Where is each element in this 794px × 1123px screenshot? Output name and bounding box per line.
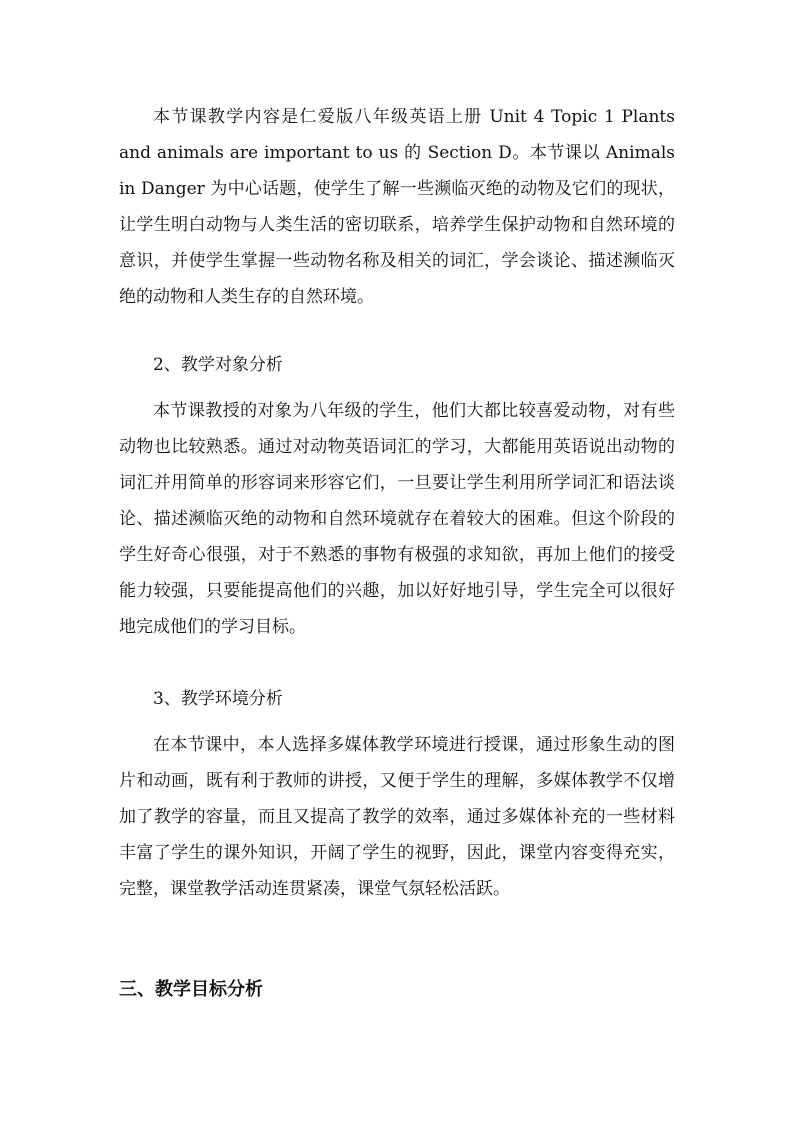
students-paragraph: 本节课教授的对象为八年级的学生，他们大都比较喜爱动物，对有些动物也比较熟悉。通过对动物英语词汇的学习，大都能用英语说出动物的词汇并用简单的形容词来形容它们，一旦要让学生利用所学词汇和语法谈论、描述濒临灭绝的动物和自然环境就存在着较大的困难。但这个阶段的学生好奇心很强，对于不熟悉的事物有极强的求知欲，再加上他们的接受能力较强，只要能提高他们的兴趣，加以好好地引导，学生完全可以很好地完成他们的学习目标。	[119, 401, 675, 637]
students-analysis-heading: 2、教学对象分析	[153, 355, 283, 375]
intro-paragraph: 本节课教学内容是仁爱版八年级英语上册 Unit 4 Topic 1 Plants and animals are important to us 的 Section D。本节课以 Animals in Danger 为中心话题，使学生了解一些濒临灭绝的动物及它们的现状，让学生明白动物与人类生活的密切联系，培养学生保护动物和自然环境的意识，并使学生掌握一些动物名称及相关的词汇，学会谈论、描述濒临灭绝的动物和人类生存的自然环境。	[119, 107, 675, 307]
environment-analysis-heading: 3、教学环境分析	[153, 689, 283, 709]
goals-analysis-heading: 三、教学目标分析	[119, 979, 263, 1000]
environment-paragraph: 在本节课中，本人选择多媒体教学环境进行授课，通过形象生动的图片和动画，既有利于教师的讲授，又便于学生的理解，多媒体教学不仅增加了教学的容量，而且又提高了教学的效率，通过多媒体补充的一些材料丰富了学生的课外知识，开阔了学生的视野，因此，课堂内容变得充实，完整，课堂教学活动连贯紧凑，课堂气氛轻松活跃。	[119, 735, 675, 899]
